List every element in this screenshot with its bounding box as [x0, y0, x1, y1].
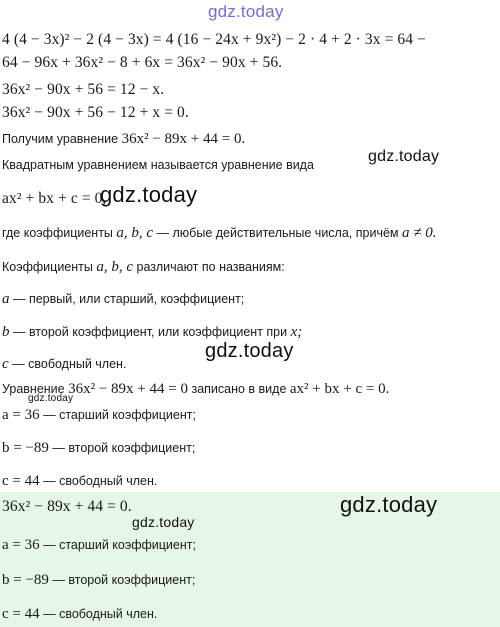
answer-coefficient-c: [2, 604, 157, 623]
equation-line-4: 36x² − 90x + 56 − 12 + x = 0.: [2, 104, 189, 121]
watermark: gdz.today: [368, 148, 440, 165]
definition-heading: Квадратным уравнением называется уравнение вида: [2, 158, 314, 172]
watermark: gdz.today: [28, 393, 74, 404]
text-segment: Коэффициенты: [2, 260, 97, 274]
text-segment: — свободный член.: [8, 357, 127, 371]
math-segment: a = 36: [2, 537, 40, 553]
text-segment: — старший коэффициент;: [39, 538, 196, 552]
watermark: gdz.today: [208, 2, 284, 21]
resulting-equation: 36x² − 89x + 44 = 0.: [121, 131, 246, 147]
coefficients-definition-line: [2, 223, 436, 242]
text-segment: — второй коэффициент;: [48, 441, 196, 455]
math-segment: c = 44: [2, 473, 40, 489]
text-segment: — второй коэффициент, или коэффициент при: [9, 325, 291, 339]
text-segment: — второй коэффициент;: [48, 573, 196, 587]
watermark: gdz.today: [132, 514, 195, 530]
coefficient-b-description: [2, 322, 302, 341]
math-segment: a ≠ 0.: [401, 225, 437, 241]
text-segment: Уравнение: [2, 382, 69, 396]
coefficients-names-heading: [2, 257, 285, 276]
coefficient-c-value: [2, 471, 157, 490]
general-form-equation: ax² + bx + c = 0,: [2, 190, 107, 207]
equation-line-2: 64 − 96x + 36x² − 8 + 6x = 36x² − 90x + 56.: [2, 54, 283, 71]
text-segment: различают по названиям:: [133, 260, 285, 274]
math-segment: 36x² − 89x + 44 = 0: [68, 381, 188, 397]
math-segment: a = 36: [2, 407, 40, 423]
math-segment: c: [2, 356, 9, 372]
text-segment: — свободный член.: [39, 474, 158, 488]
coefficient-a-value: [2, 405, 196, 424]
text-segment: — любые действительные числа, причём: [153, 226, 402, 240]
math-segment: ax² + bx + c = 0.: [289, 381, 390, 397]
coefficient-b-value: [2, 438, 195, 457]
math-segment: a, b, c: [116, 225, 154, 241]
text-segment: — первый, или старший, коэффициент;: [9, 292, 245, 306]
math-segment: b = −89: [2, 440, 49, 456]
answer-equation: 36x² − 89x + 44 = 0.: [2, 498, 132, 515]
math-segment: x;: [290, 324, 303, 340]
watermark: gdz.today: [340, 492, 438, 517]
text-segment: записано в виде: [187, 382, 290, 396]
text-segment: — свободный член.: [39, 607, 158, 621]
equation-line-3: 36x² − 90x + 56 = 12 − x.: [2, 81, 165, 98]
text-segment: где коэффициенты: [2, 226, 117, 240]
math-segment: a, b, c: [96, 259, 134, 275]
resulting-equation-label: Получим уравнение: [2, 132, 122, 146]
equation-line-1: 4 (4 − 3x)² − 2 (4 − 3x) = 4 (16 − 24x + 9x²) − 2 · 4 + 2 · 3x = 64 −: [2, 31, 426, 48]
math-segment: b = −89: [2, 572, 49, 588]
watermark: gdz.today: [100, 182, 198, 207]
text-segment: — старший коэффициент;: [39, 408, 196, 422]
math-segment: b: [2, 324, 10, 340]
coefficient-c-description: [2, 354, 126, 373]
answer-coefficient-a: [2, 535, 196, 554]
math-segment: c = 44: [2, 606, 40, 622]
math-segment: a: [2, 291, 10, 307]
answer-coefficient-b: [2, 570, 195, 589]
coefficient-a-description: [2, 289, 244, 308]
watermark: gdz.today: [205, 340, 294, 362]
resulting-equation-line: [2, 129, 245, 148]
